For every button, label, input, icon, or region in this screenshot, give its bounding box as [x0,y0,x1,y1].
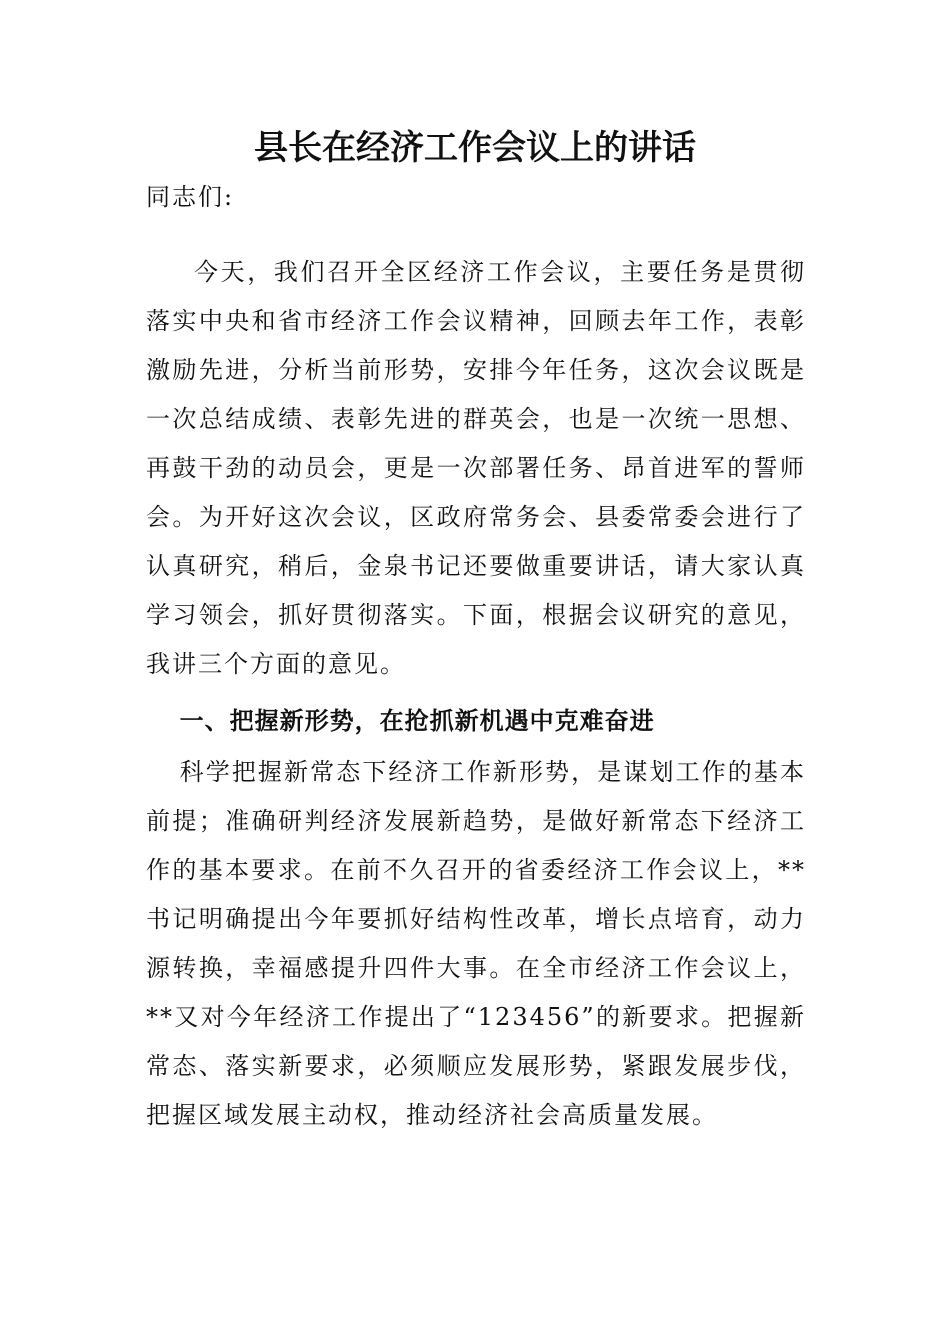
document-title: 县长在经济工作会议上的讲话 [254,128,696,168]
section-heading-1: 一、把握新形势，在抢抓新机遇中克难奋进 [179,706,655,735]
salutation: 同志们: [146,183,235,211]
intro-paragraph: 今天，我们召开全区经济工作会议，主要任务是贯彻落实中央和省市经济工作会议精神，回顾去年工作，表彰激励先进，分析当前形势，安排今年任务，这次会议既是一次总结成绩、表彰先进的群英会，也是一次统一思想、再鼓干劲的动员会，更是一次部署任务、昂首进军的誓师会。为开好这次会议，区政府常务会、县委常委会进行了认真研究，稍后，金泉书记还要做重要讲话，请大家认真学习领会，抓好贯彻落实。下面，根据会议研究的意见，我讲三个方面的意见。 [146,258,806,678]
section-1-paragraph: 科学把握新常态下经济工作新形势，是谋划工作的基本前提；准确研判经济发展新趋势，是做好新常态下经济工作的基本要求。在前不久召开的省委经济工作会议上，**书记明确提出今年要抓好结构性改革，增长点培育，动力源转换，幸福感提升四件大事。在全市经济工作会议上，**又对今年经济工作提出了“123456”的新要求。把握新常态、落实新要求，必须顺应发展形势，紧跟发展步伐，把握区域发展主动权，推动经济社会高质量发展。 [146,758,806,1129]
